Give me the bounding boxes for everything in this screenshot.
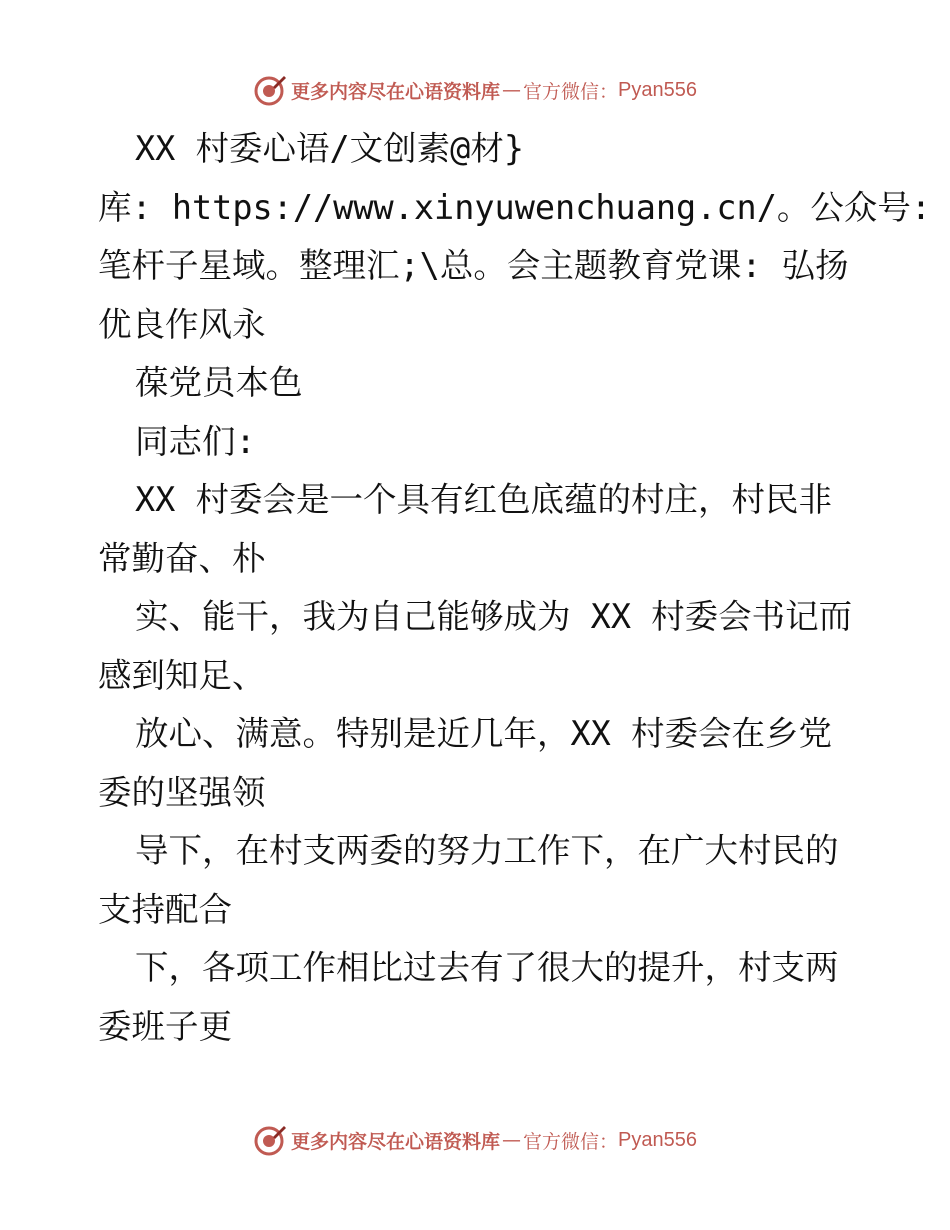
text-line: 同志们: <box>135 421 256 461</box>
brand-logo-icon <box>253 1123 287 1157</box>
text-line: XX 村委心语/文创素@材} <box>135 129 525 168</box>
text-line: 委班子更 <box>98 1006 232 1046</box>
wechat-label: 官方微信： <box>523 1130 619 1153</box>
text-line: 葆党员本色 <box>135 363 303 402</box>
wechat-id: Pyan556 <box>618 1128 697 1151</box>
text-line: 支持配合 <box>98 889 232 929</box>
text-line: 感到知足、 <box>98 655 266 695</box>
text-line: 委的坚强领 <box>98 772 266 812</box>
text-line: 笔杆子星域。整理汇;\总。会主题教育党课: 弘扬 <box>98 246 849 285</box>
text-line: 下，各项工作相比过去有了很大的提升，村支两 <box>135 948 839 987</box>
text-line: XX 村委会是一个具有红色底蕴的村庄，村民非 <box>135 480 833 519</box>
text-line: 导下，在村支两委的努力工作下，在广大村民的 <box>135 831 839 870</box>
brand-text: 更多内容尽在心语资料库 <box>291 1130 501 1153</box>
text-line: 常勤奋、朴 <box>98 538 266 578</box>
separator-dash: — <box>502 79 522 101</box>
brand-logo-icon <box>253 73 287 107</box>
header-banner <box>0 70 950 110</box>
text-line: 实、能干，我为自己能够成为 XX 村委会书记而 <box>135 597 853 636</box>
text-line: 放心、满意。特别是近几年，XX 村委会在乡党 <box>135 714 833 753</box>
wechat-label: 官方微信： <box>523 80 619 103</box>
text-line: 优良作风永 <box>98 304 266 344</box>
separator-dash: — <box>502 1129 522 1151</box>
text-line: 库: https://www.xinyuwenchuang.cn/。公众号: <box>98 187 932 227</box>
footer-banner <box>0 1120 950 1160</box>
document-body <box>98 120 932 1056</box>
brand-text: 更多内容尽在心语资料库 <box>291 80 501 103</box>
wechat-id: Pyan556 <box>618 78 697 101</box>
